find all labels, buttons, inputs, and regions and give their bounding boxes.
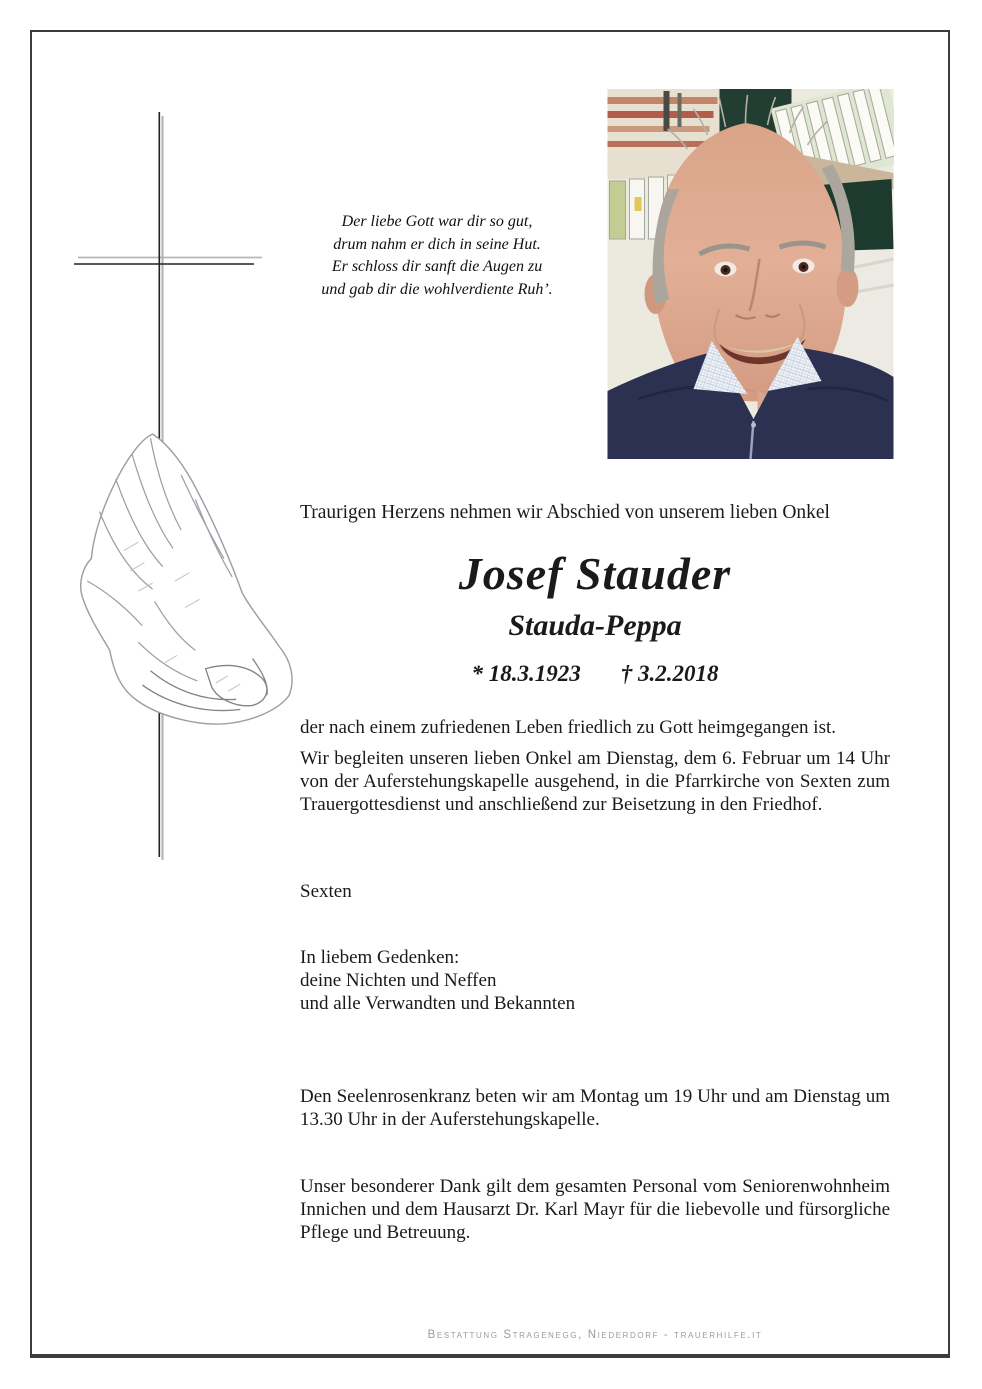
portrait-photo bbox=[607, 89, 894, 459]
memorial-line: und alle Verwandten und Bekannten bbox=[300, 993, 576, 1014]
deceased-nickname: Stauda-Peppa bbox=[508, 609, 682, 642]
place-line: Sexten bbox=[300, 881, 352, 902]
verse-line: drum nahm er dich in seine Hut. bbox=[333, 235, 541, 253]
deceased-name: Josef Stauder bbox=[458, 548, 732, 599]
memorial-verse bbox=[295, 211, 579, 301]
verse-line: und gab dir die wohlverdiente Ruh’. bbox=[321, 280, 553, 298]
hands-silhouette bbox=[81, 434, 292, 724]
verse-line: Er schloss dir sanft die Augen zu bbox=[331, 258, 543, 275]
funeral-home-footer: Bestattung Stragenegg, Niederdorf - trauerhilfe.it bbox=[427, 1329, 763, 1341]
birth-date: * 18.3.1923 bbox=[471, 661, 581, 686]
praying-hands-icon bbox=[52, 428, 298, 734]
memorial-line: In liebem Gedenken: bbox=[300, 947, 460, 968]
life-dates bbox=[300, 659, 890, 689]
rosary-paragraph: Den Seelenrosenkranz beten wir am Montag um 19 Uhr und am Dienstag um 13.30 Uhr in der Auferstehungskapelle. bbox=[300, 1086, 890, 1130]
death-date: † 3.2.2018 bbox=[620, 661, 719, 686]
funeral-paragraph: Wir begleiten unseren lieben Onkel am Dienstag, dem 6. Februar um 14 Uhr von der Auferstehungskapelle ausgehend, in die Pfarrkirche von Sexten zum Trauergottesdienst und anschließend zur Beisetzung in den Friedhof. bbox=[300, 748, 890, 815]
verse-line: Der liebe Gott war dir so gut, bbox=[341, 213, 533, 230]
thanks-paragraph: Unser besonderer Dank gilt dem gesamten Personal vom Seniorenwohnheim Innichen und dem Hausarzt Dr. Karl Mayr für die liebevolle und fürsorgliche Pflege und Betreuung. bbox=[300, 1176, 890, 1243]
intro-line: Traurigen Herzens nehmen wir Abschied von unserem lieben Onkel bbox=[300, 502, 830, 523]
memorial-line: deine Nichten und Neffen bbox=[300, 970, 497, 991]
memorial-block bbox=[300, 946, 890, 1015]
passing-line: der nach einem zufriedenen Leben friedlich zu Gott heimgegangen ist. bbox=[300, 717, 836, 738]
